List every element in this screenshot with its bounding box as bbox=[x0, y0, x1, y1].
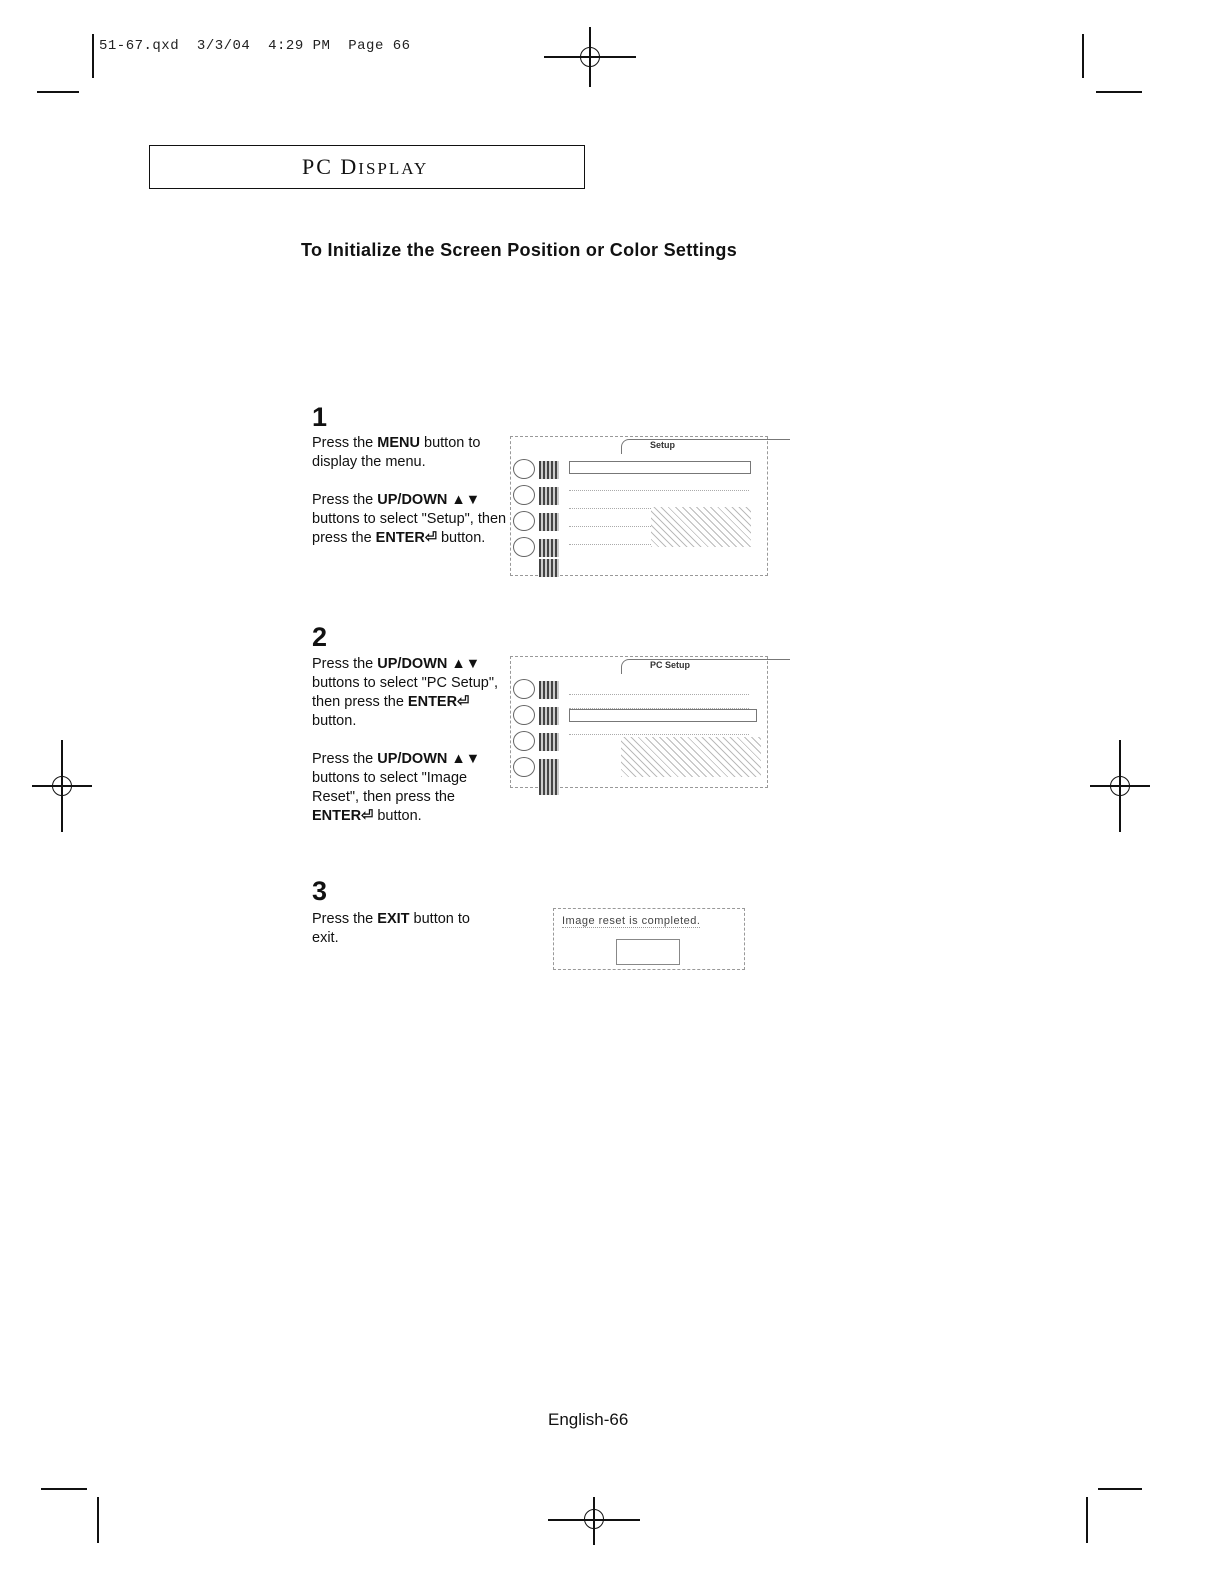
crop-mark bbox=[41, 1488, 87, 1490]
osd-tab bbox=[539, 777, 559, 795]
osd-pc-setup-menu bbox=[510, 656, 768, 788]
step-number: 3 bbox=[312, 876, 328, 906]
crop-mark bbox=[37, 91, 79, 93]
input-icon bbox=[513, 459, 535, 479]
osd-sidebar bbox=[511, 675, 563, 787]
section-title: PC DISPLAY bbox=[302, 154, 429, 179]
osd-message: Image reset is completed. bbox=[562, 915, 701, 927]
crop-mark bbox=[1098, 1488, 1142, 1490]
input-icon bbox=[513, 679, 535, 699]
step-number: 1 bbox=[312, 402, 328, 432]
osd-row bbox=[569, 461, 751, 474]
osd-tab bbox=[539, 461, 559, 479]
registration-mark bbox=[1090, 740, 1150, 832]
osd-tab bbox=[539, 539, 559, 557]
page-number: English-66 bbox=[548, 1410, 629, 1429]
osd-setup-menu bbox=[510, 436, 768, 576]
osd-tab bbox=[539, 487, 559, 505]
osd-tab bbox=[539, 707, 559, 725]
osd-tab bbox=[539, 559, 559, 577]
osd-row bbox=[569, 709, 757, 722]
page-title: To Initialize the Screen Position or Color Settings bbox=[301, 240, 738, 260]
sound-icon bbox=[513, 511, 535, 531]
osd-row bbox=[569, 723, 749, 735]
osd-tab bbox=[539, 733, 559, 751]
registration-mark bbox=[544, 27, 636, 87]
osd-row bbox=[569, 479, 749, 491]
osd-row bbox=[569, 697, 749, 709]
osd-row bbox=[569, 683, 749, 695]
osd-texture bbox=[651, 507, 751, 547]
osd-texture bbox=[621, 737, 761, 777]
crop-mark bbox=[1082, 34, 1084, 78]
step-number: 2 bbox=[312, 622, 328, 652]
crop-mark bbox=[1086, 1497, 1088, 1543]
crop-mark bbox=[1096, 91, 1142, 93]
registration-mark bbox=[548, 1497, 640, 1545]
crop-mark bbox=[92, 34, 94, 78]
sound-icon bbox=[513, 731, 535, 751]
picture-icon bbox=[513, 485, 535, 505]
print-slug: 51-67.qxd 3/3/04 4:29 PM Page 66 bbox=[99, 38, 411, 54]
crop-mark bbox=[97, 1497, 99, 1543]
osd-tab bbox=[539, 513, 559, 531]
step-instructions: Press the MENU button to display the menu. Press the UP/DOWN ▲▼ buttons to select "Setup", then press the ENTER⏎ button. bbox=[312, 435, 507, 546]
picture-icon bbox=[513, 705, 535, 725]
osd-sidebar bbox=[511, 455, 563, 575]
setup-icon bbox=[513, 757, 535, 777]
registration-mark bbox=[32, 740, 92, 832]
osd-tab bbox=[539, 759, 559, 777]
osd-tab bbox=[539, 681, 559, 699]
osd-menu-title: Setup bbox=[621, 439, 790, 454]
osd-menu-title: PC Setup bbox=[621, 659, 790, 674]
osd-reset-complete-message bbox=[553, 908, 745, 970]
step-instructions: Press the EXIT button to exit. bbox=[312, 911, 470, 946]
osd-message-box bbox=[616, 939, 680, 965]
setup-icon bbox=[513, 537, 535, 557]
step-instructions: Press the UP/DOWN ▲▼ buttons to select "PC Setup", then press the ENTER⏎ button. Press the UP/DOWN ▲▼ buttons to select "Image Reset", then press the ENTER⏎ button. bbox=[312, 656, 499, 824]
